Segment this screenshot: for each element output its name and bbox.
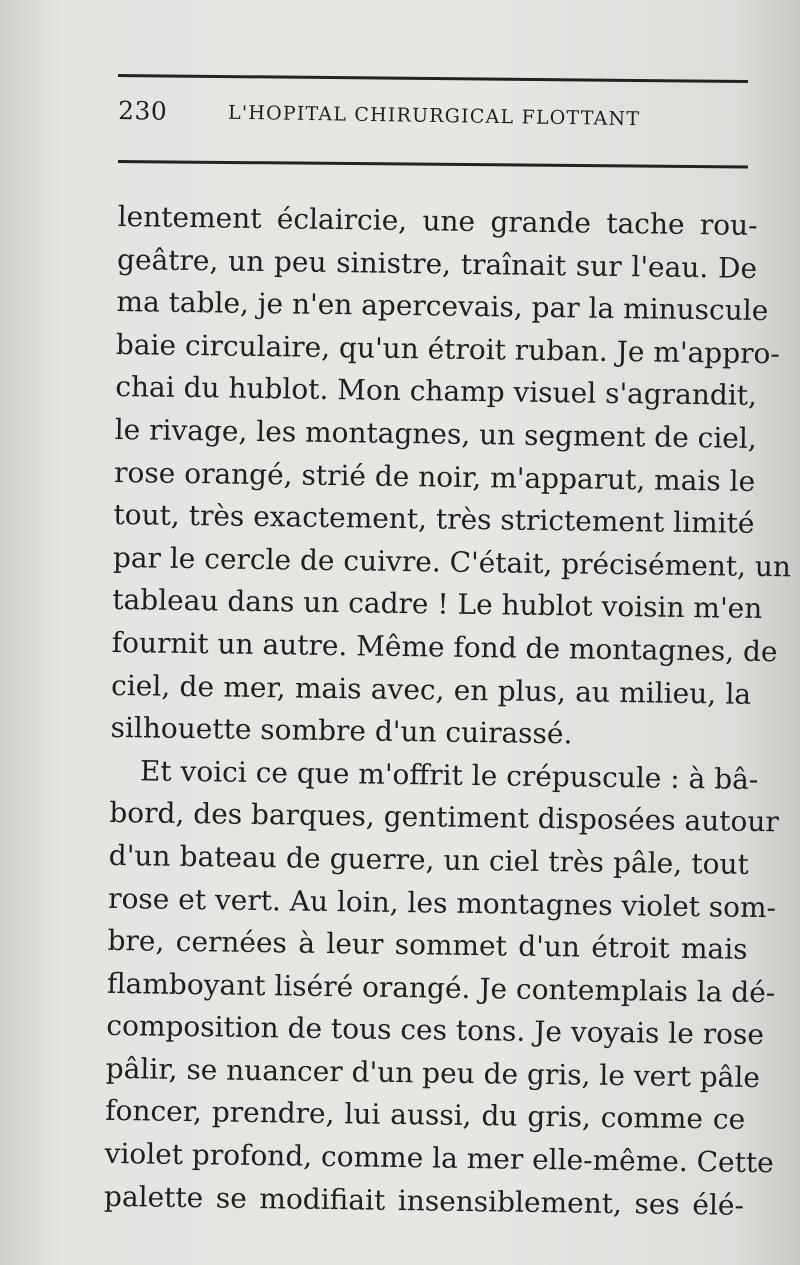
- text-line: rose et vert. Au loin, les montagnes violet som-: [107, 881, 777, 924]
- page-number: 230: [117, 96, 168, 126]
- body-text: [103, 196, 792, 1227]
- text-line: composition de tous ces tons. Je voyais le rose: [106, 1009, 765, 1052]
- text-line: Et voici ce que m'offrit le crépuscule : à bâ-: [139, 754, 759, 796]
- text-line: tableau dans un cadre ! Le hublot voisin m'en: [112, 583, 763, 626]
- text-line: palette se modifiait insensiblement, ses élé-: [103, 1179, 745, 1222]
- text-line: silhouette sombre d'un cuirassé.: [110, 711, 573, 751]
- text-line: geâtre, un peu sinistre, traînait sur l'eau. De: [116, 242, 758, 285]
- header-top-rule: [118, 74, 748, 83]
- text-line: ciel, de mer, mais avec, en plus, au milieu, la: [110, 668, 752, 711]
- text-line: pâlir, se nuancer d'un peu de gris, le vert pâle: [105, 1051, 761, 1094]
- text-line: chai du hublot. Mon champ visuel s'agrandit,: [115, 370, 758, 413]
- text-line: flamboyant liséré orangé. Je contemplais la dé-: [106, 966, 776, 1009]
- text-line: par le cercle de cuivre. C'était, précisément, un: [112, 540, 792, 584]
- text-line: ma table, je n'en apercevais, par la minuscule: [116, 285, 769, 328]
- page-header: [118, 96, 749, 146]
- text-line: rose orangé, strié de noir, m'apparut, mais le: [113, 455, 756, 498]
- running-head: L'HOPITAL CHIRURGICAL FLOTTANT: [227, 101, 641, 131]
- text-line: fournit un autre. Même fond de montagnes, de: [111, 625, 778, 669]
- text-line: d'un bateau de guerre, un ciel très pâle, tout: [108, 838, 749, 881]
- text-line: foncer, prendre, lui aussi, du gris, comme ce: [104, 1094, 746, 1137]
- text-line: le rivage, les montagnes, un segment de ciel,: [114, 412, 757, 455]
- header-bottom-rule: [118, 160, 748, 168]
- text-line: violet profond, comme la mer elle-même. Cette: [104, 1136, 774, 1180]
- text-line: bord, des barques, gentiment disposées autour: [109, 796, 780, 839]
- text-line: tout, très exactement, très strictement limité: [113, 498, 755, 541]
- text-line: bre, cernées à leur sommet d'un étroit mais: [107, 924, 748, 966]
- text-line: lentement éclaircie, une grande tache rou-: [117, 199, 758, 242]
- text-line: baie circulaire, qu'un étroit ruban. Je m'appro-: [115, 327, 781, 371]
